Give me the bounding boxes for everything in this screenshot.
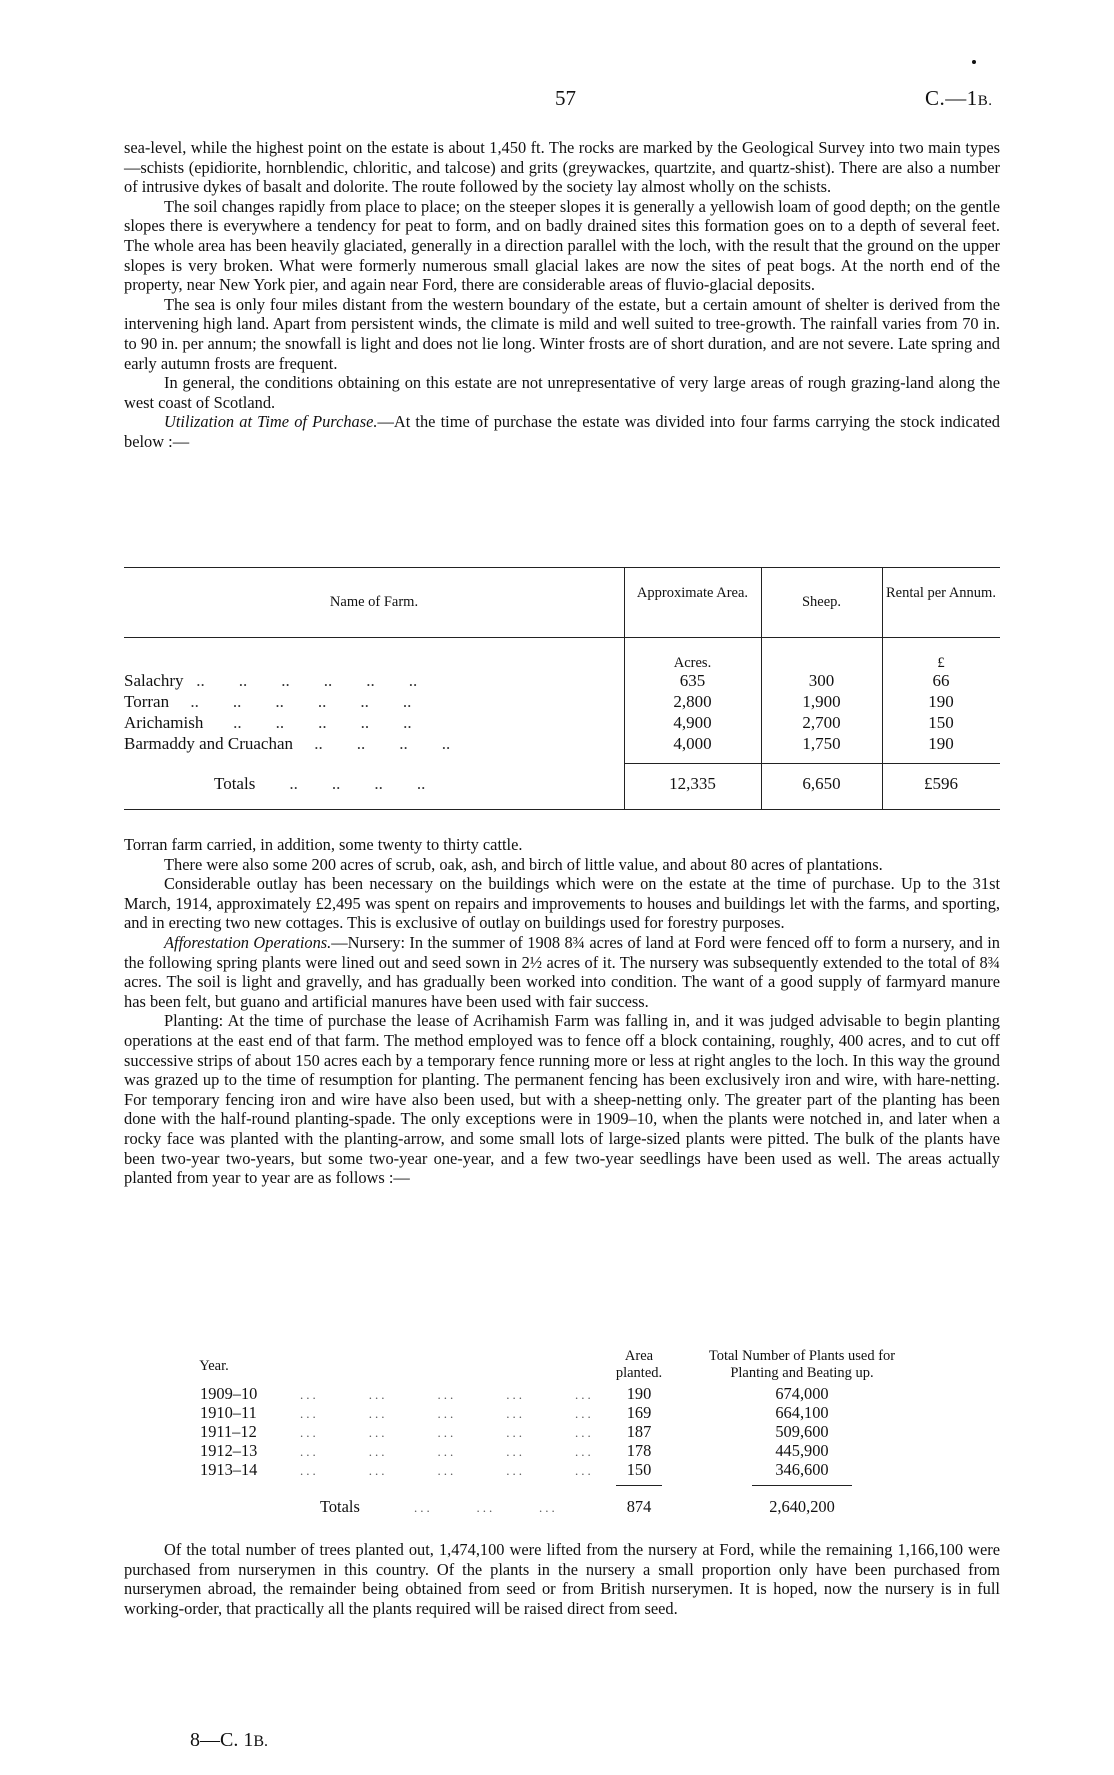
afforestation-heading: Afforestation Operations. — [164, 932, 332, 952]
farm-name-cell — [124, 692, 544, 712]
farm-area: 4,900 — [673, 713, 712, 732]
unit-acres: Acres. — [673, 655, 712, 671]
leader-dots: ... ... ... ... ... — [300, 1387, 594, 1402]
total-rental: £596 — [924, 774, 958, 793]
document-reference-main: C.—1 — [925, 86, 978, 110]
paragraph: In general, the conditions obtaining on this estate are not unrepresentative of very large areas of rough grazing-land along the west coast of Scotland. — [124, 373, 1000, 412]
farm-rental: 66 — [932, 671, 950, 690]
paragraph: The sea is only four miles distant from the western boundary of the estate, but a certain amount of shelter is derived from the intervening high land. Apart from persistent winds, the climate is mild and well suited to tree-growth. The rainfall varies from 70 in. to 90 in. per annum; the snowfall is light and does not lie long. Winter frosts are of short duration, and are not severe. Late spring and early autumn frosts are frequent. — [124, 294, 1000, 373]
paragraph: Of the total number of trees planted out, 1,474,100 were lifted from the nursery at Ford, while the remaining 1,166,100 were purchased from nurserymen in this country. Of the plants in the nursery a small proportion only have been purchased from nurserymen abroad, the remainder being obtained from seed or from British nurserymen. It is hoped, now the nursery is in full working-order, that practically all the plants required will be raised direct from seed. — [124, 1540, 1000, 1618]
row-area: 169 — [626, 1403, 652, 1422]
unit-pounds: £ — [937, 655, 945, 671]
leader-dots: .. .. .. .. .. — [203, 713, 412, 732]
header-approximate-area: Approximate Area. — [636, 585, 749, 601]
row-year: 1911–12 — [200, 1422, 257, 1441]
farm-area: 4,000 — [673, 734, 712, 753]
farm-name: Arichamish — [124, 713, 204, 732]
planting-table — [124, 1348, 1000, 1538]
row-area: 178 — [626, 1441, 652, 1460]
farm-name: Torran — [124, 692, 170, 711]
farm-rental: 150 — [928, 713, 954, 732]
farm-sheep: 2,700 — [802, 713, 841, 732]
row-year: 1912–13 — [200, 1441, 258, 1460]
row-area: 190 — [626, 1384, 652, 1403]
table-rule — [124, 567, 1000, 568]
farm-name: Barmaddy and Cruachan — [124, 734, 293, 753]
utilization-text: —At the time of purchase the estate was divided into four farms carrying the stock indicated below :— — [124, 412, 1000, 451]
table-rule — [124, 809, 1000, 810]
totals-label-cell — [124, 774, 624, 794]
planting-paragraph: Planting: At the time of purchase the lease of Acrihamish Farm was falling in, and it was judged advisable to begin planting operations at the east end of that farm. The method employed was to fence off a block containing, roughly, 400 acres, and to cut off successive strips of about 150 acres each by a temporary fence running more or less at right angles to the loch. In this way the ground was grazed up to the time of resumption for planting. The permanent fencing has been exclusively iron and wire, with hare-netting. For temporary fencing iron and wire have also been used, but with a sheep-netting only. The greater part of the planting has been done with the half-round planting-spade. The only exceptions were in 1909–10, when the plants were notched in, and later when a rocky face was planted with the planting-arrow, and some small lots of large-sized plants were pitted. The bulk of the plants have been two-year two-years, but some two-year one-year, and a few two-year seedlings have been used as well. The areas actually planted from year to year are as follows :— — [124, 1011, 1000, 1188]
totals-rule — [624, 763, 1000, 764]
printer-dot — [972, 60, 976, 64]
total-plants: 2,640,200 — [769, 1497, 835, 1516]
final-text-block — [124, 1540, 1000, 1618]
total-area: 12,335 — [669, 774, 716, 793]
farm-name-cell — [124, 713, 544, 733]
header-name-of-farm: Name of Farm. — [329, 594, 419, 610]
leader-dots: .. .. .. .. .. .. — [169, 692, 412, 711]
middle-text-block — [124, 835, 1000, 1188]
farms-table — [124, 567, 1000, 817]
farm-sheep: 300 — [808, 671, 835, 690]
row-area: 187 — [626, 1422, 652, 1441]
row-plants: 509,600 — [775, 1422, 829, 1441]
farm-sheep: 1,750 — [802, 734, 841, 753]
document-reference — [925, 86, 993, 111]
leader-dots: .. .. .. .. — [255, 774, 426, 793]
farm-sheep: 1,900 — [802, 692, 841, 711]
farm-rental: 190 — [928, 734, 954, 753]
leader-dots: ... ... ... — [414, 1500, 558, 1515]
header-total-plants: Total Number of Plants used for Planting and Beating up. — [708, 1348, 896, 1381]
leader-dots: ... ... ... ... ... — [300, 1425, 594, 1440]
header-area-planted: Area planted. — [615, 1348, 663, 1381]
header-sheep: Sheep. — [801, 594, 842, 610]
leader-dots: .. .. .. .. — [293, 734, 451, 753]
leader-dots: ... ... ... ... ... — [300, 1444, 594, 1459]
utilization-paragraph — [124, 412, 1000, 451]
farm-name-cell — [124, 734, 544, 754]
utilization-heading: Utilization at Time of Purchase. — [164, 412, 378, 432]
paragraph: The soil changes rapidly from place to place; on the steeper slopes it is generally a yellowish loam of good depth; on the gentle slopes there is everywhere a tendency for peat to form, and on badly drained sites this formation goes on to a depth of several feet. The whole area has been heavily glaciated, generally in a direction parallel with the loch, with the result that the ground on the upper slopes is very broken. What were formerly numerous small glacial lakes are now the sites of peat bogs. At the north end of the property, near New York pier, and again near Ford, there are considerable areas of fluvio-glacial deposits. — [124, 196, 1000, 295]
afforestation-text: —Nursery: In the summer of 1908 8¾ acres of land at Ford were fenced off to form a nursery, and in the following spring plants were lined out and seed sown in 2½ acres of it. The nursery was subsequently extended to the total of 8¾ acres. The soil is light and gravelly, and has gradually been worked into condition. The want of a good supply of farmyard manure has been felt, but guano and artificial manures have been used with fair success. — [124, 932, 1000, 1011]
farm-area: 2,800 — [673, 692, 712, 711]
table-rule — [124, 637, 1000, 638]
row-plants: 674,000 — [775, 1384, 829, 1403]
page-number: 57 — [555, 86, 576, 110]
farm-name: Salachry — [124, 671, 184, 690]
header-rental-per-annum: Rental per Annum. — [886, 585, 996, 601]
row-plants: 664,100 — [775, 1403, 829, 1422]
top-text-block — [124, 138, 1000, 452]
row-area: 150 — [626, 1460, 652, 1479]
row-year: 1913–14 — [200, 1460, 258, 1479]
paragraph: There were also some 200 acres of scrub, oak, ash, and birch of little value, and about 80 acres of plantations. — [164, 854, 883, 874]
total-area: 874 — [626, 1497, 652, 1516]
row-year: 1909–10 — [200, 1384, 258, 1403]
afforestation-paragraph — [124, 933, 1000, 1011]
totals-label: Totals — [214, 774, 256, 793]
farm-rental: 190 — [928, 692, 954, 711]
totals-rule — [752, 1485, 852, 1486]
farm-name-cell — [124, 671, 544, 691]
document-reference-suffix: B. — [977, 93, 993, 109]
paragraph: sea-level, while the highest point on the estate is about 1,450 ft. The rocks are marked by the Geological Survey into two main types—schists (epidiorite, hornblendic, chloritic, and talcose) and grits (greywackes, quartzite, and quartz-shist). There are also a number of intrusive dykes of basalt and dolorite. The route followed by the society lay almost wholly on the schists. — [124, 138, 1000, 197]
totals-rule — [616, 1485, 662, 1486]
signature-main: 8—C. 1 — [190, 1729, 254, 1751]
leader-dots: ... ... ... ... ... — [300, 1463, 594, 1478]
signature-suffix: B. — [253, 1733, 269, 1750]
leader-dots: .. .. .. .. .. .. — [183, 671, 418, 690]
leader-dots: ... ... ... ... ... — [300, 1406, 594, 1421]
row-plants: 445,900 — [775, 1441, 829, 1460]
total-sheep: 6,650 — [802, 774, 841, 793]
paragraph: Considerable outlay has been necessary on the buildings which were on the estate at the time of purchase. Up to the 31st March, 1914, approximately £2,495 was spent on repairs and improvements to houses and buildings let with the farms, and sporting, and in erecting two new cottages. This is exclusive of outlay on buildings used for forestry purposes. — [124, 874, 1000, 933]
row-year: 1910–11 — [200, 1403, 257, 1422]
totals-label: Totals — [320, 1497, 360, 1516]
header-year: Year. — [199, 1358, 229, 1374]
farm-area: 635 — [679, 671, 706, 690]
paragraph: Torran farm carried, in addition, some twenty to thirty cattle. — [124, 835, 523, 854]
signature-mark — [190, 1729, 268, 1752]
row-plants: 346,600 — [775, 1460, 829, 1479]
